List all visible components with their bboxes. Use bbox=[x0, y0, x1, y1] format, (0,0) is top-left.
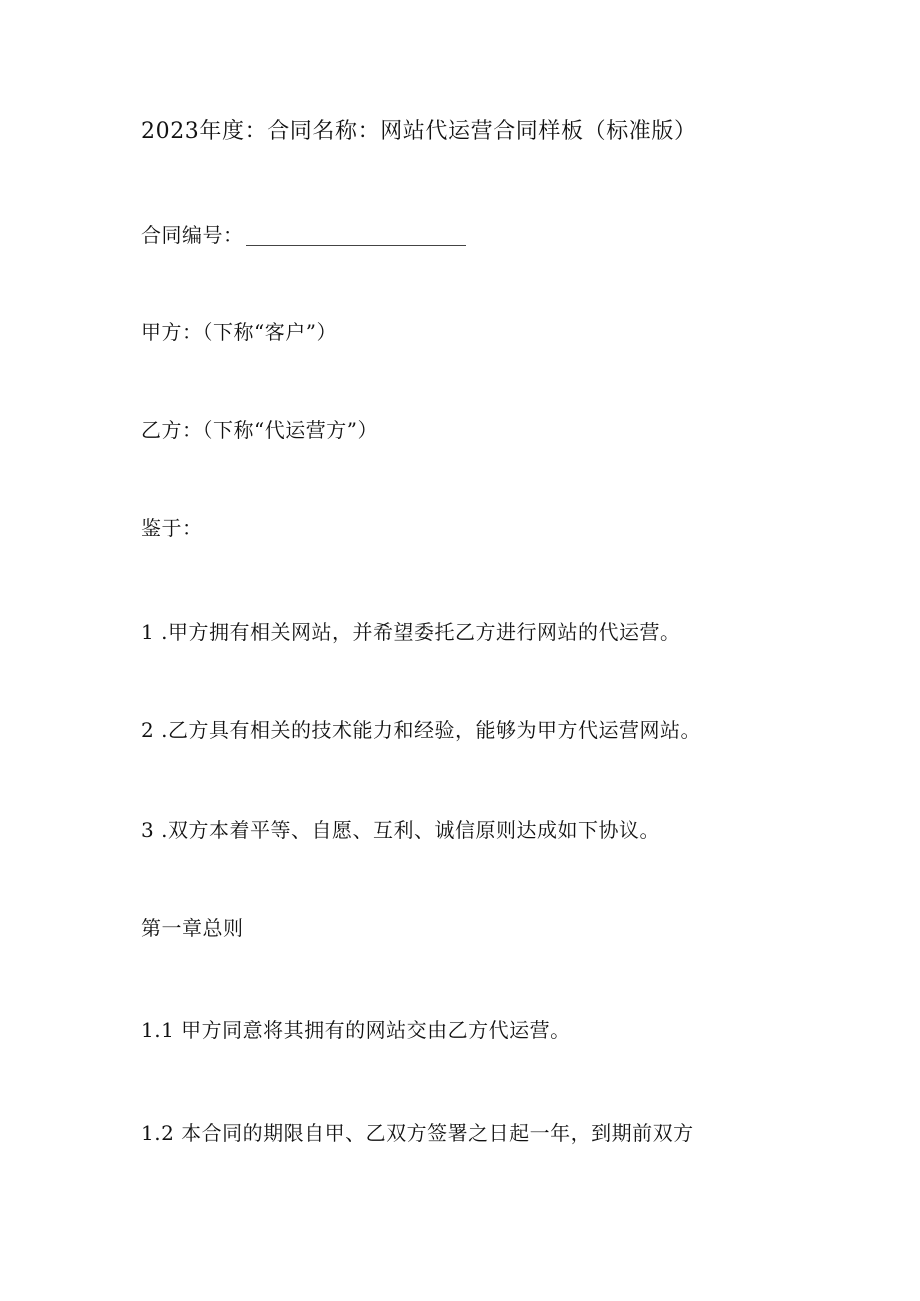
clause-1-1 bbox=[141, 1016, 571, 1044]
contract-number-label: 合同编号： bbox=[141, 223, 244, 247]
whereas-heading: 鉴于： bbox=[141, 516, 203, 540]
clause-1-2 bbox=[141, 1119, 694, 1147]
chapter-1-heading: 第一章总则 bbox=[141, 916, 244, 940]
recital-3-text: .双方本着平等、自愿、互利、诚信原则达成如下协议。 bbox=[154, 818, 660, 842]
clause-1-2-text: 本合同的期限自甲、乙双方签署之日起一年，到期前双方 bbox=[174, 1121, 694, 1145]
recital-3 bbox=[141, 816, 660, 844]
document-title: 2023年度：合同名称：网站代运营合同样板（标准版） bbox=[141, 119, 697, 144]
clause-1-2-number: 1.2 bbox=[141, 1121, 175, 1145]
contract-number-line bbox=[141, 221, 466, 249]
recital-2-number: 2 bbox=[141, 718, 155, 742]
recital-1 bbox=[141, 618, 680, 646]
party-b-line: 乙方：（下称“代运营方”） bbox=[141, 418, 378, 442]
recital-2 bbox=[141, 716, 701, 744]
clause-1-1-text: 甲方同意将其拥有的网站交由乙方代运营。 bbox=[174, 1018, 571, 1042]
recital-2-text: .乙方具有相关的技术能力和经验，能够为甲方代运营网站。 bbox=[154, 718, 701, 742]
contract-number-blank bbox=[246, 227, 466, 246]
recital-1-number: 1 bbox=[141, 620, 155, 644]
recital-1-text: .甲方拥有相关网站，并希望委托乙方进行网站的代运营。 bbox=[154, 620, 681, 644]
recital-3-number: 3 bbox=[141, 818, 155, 842]
clause-1-1-number: 1.1 bbox=[141, 1018, 175, 1042]
party-a-line: 甲方：（下称“客户”） bbox=[141, 320, 337, 344]
